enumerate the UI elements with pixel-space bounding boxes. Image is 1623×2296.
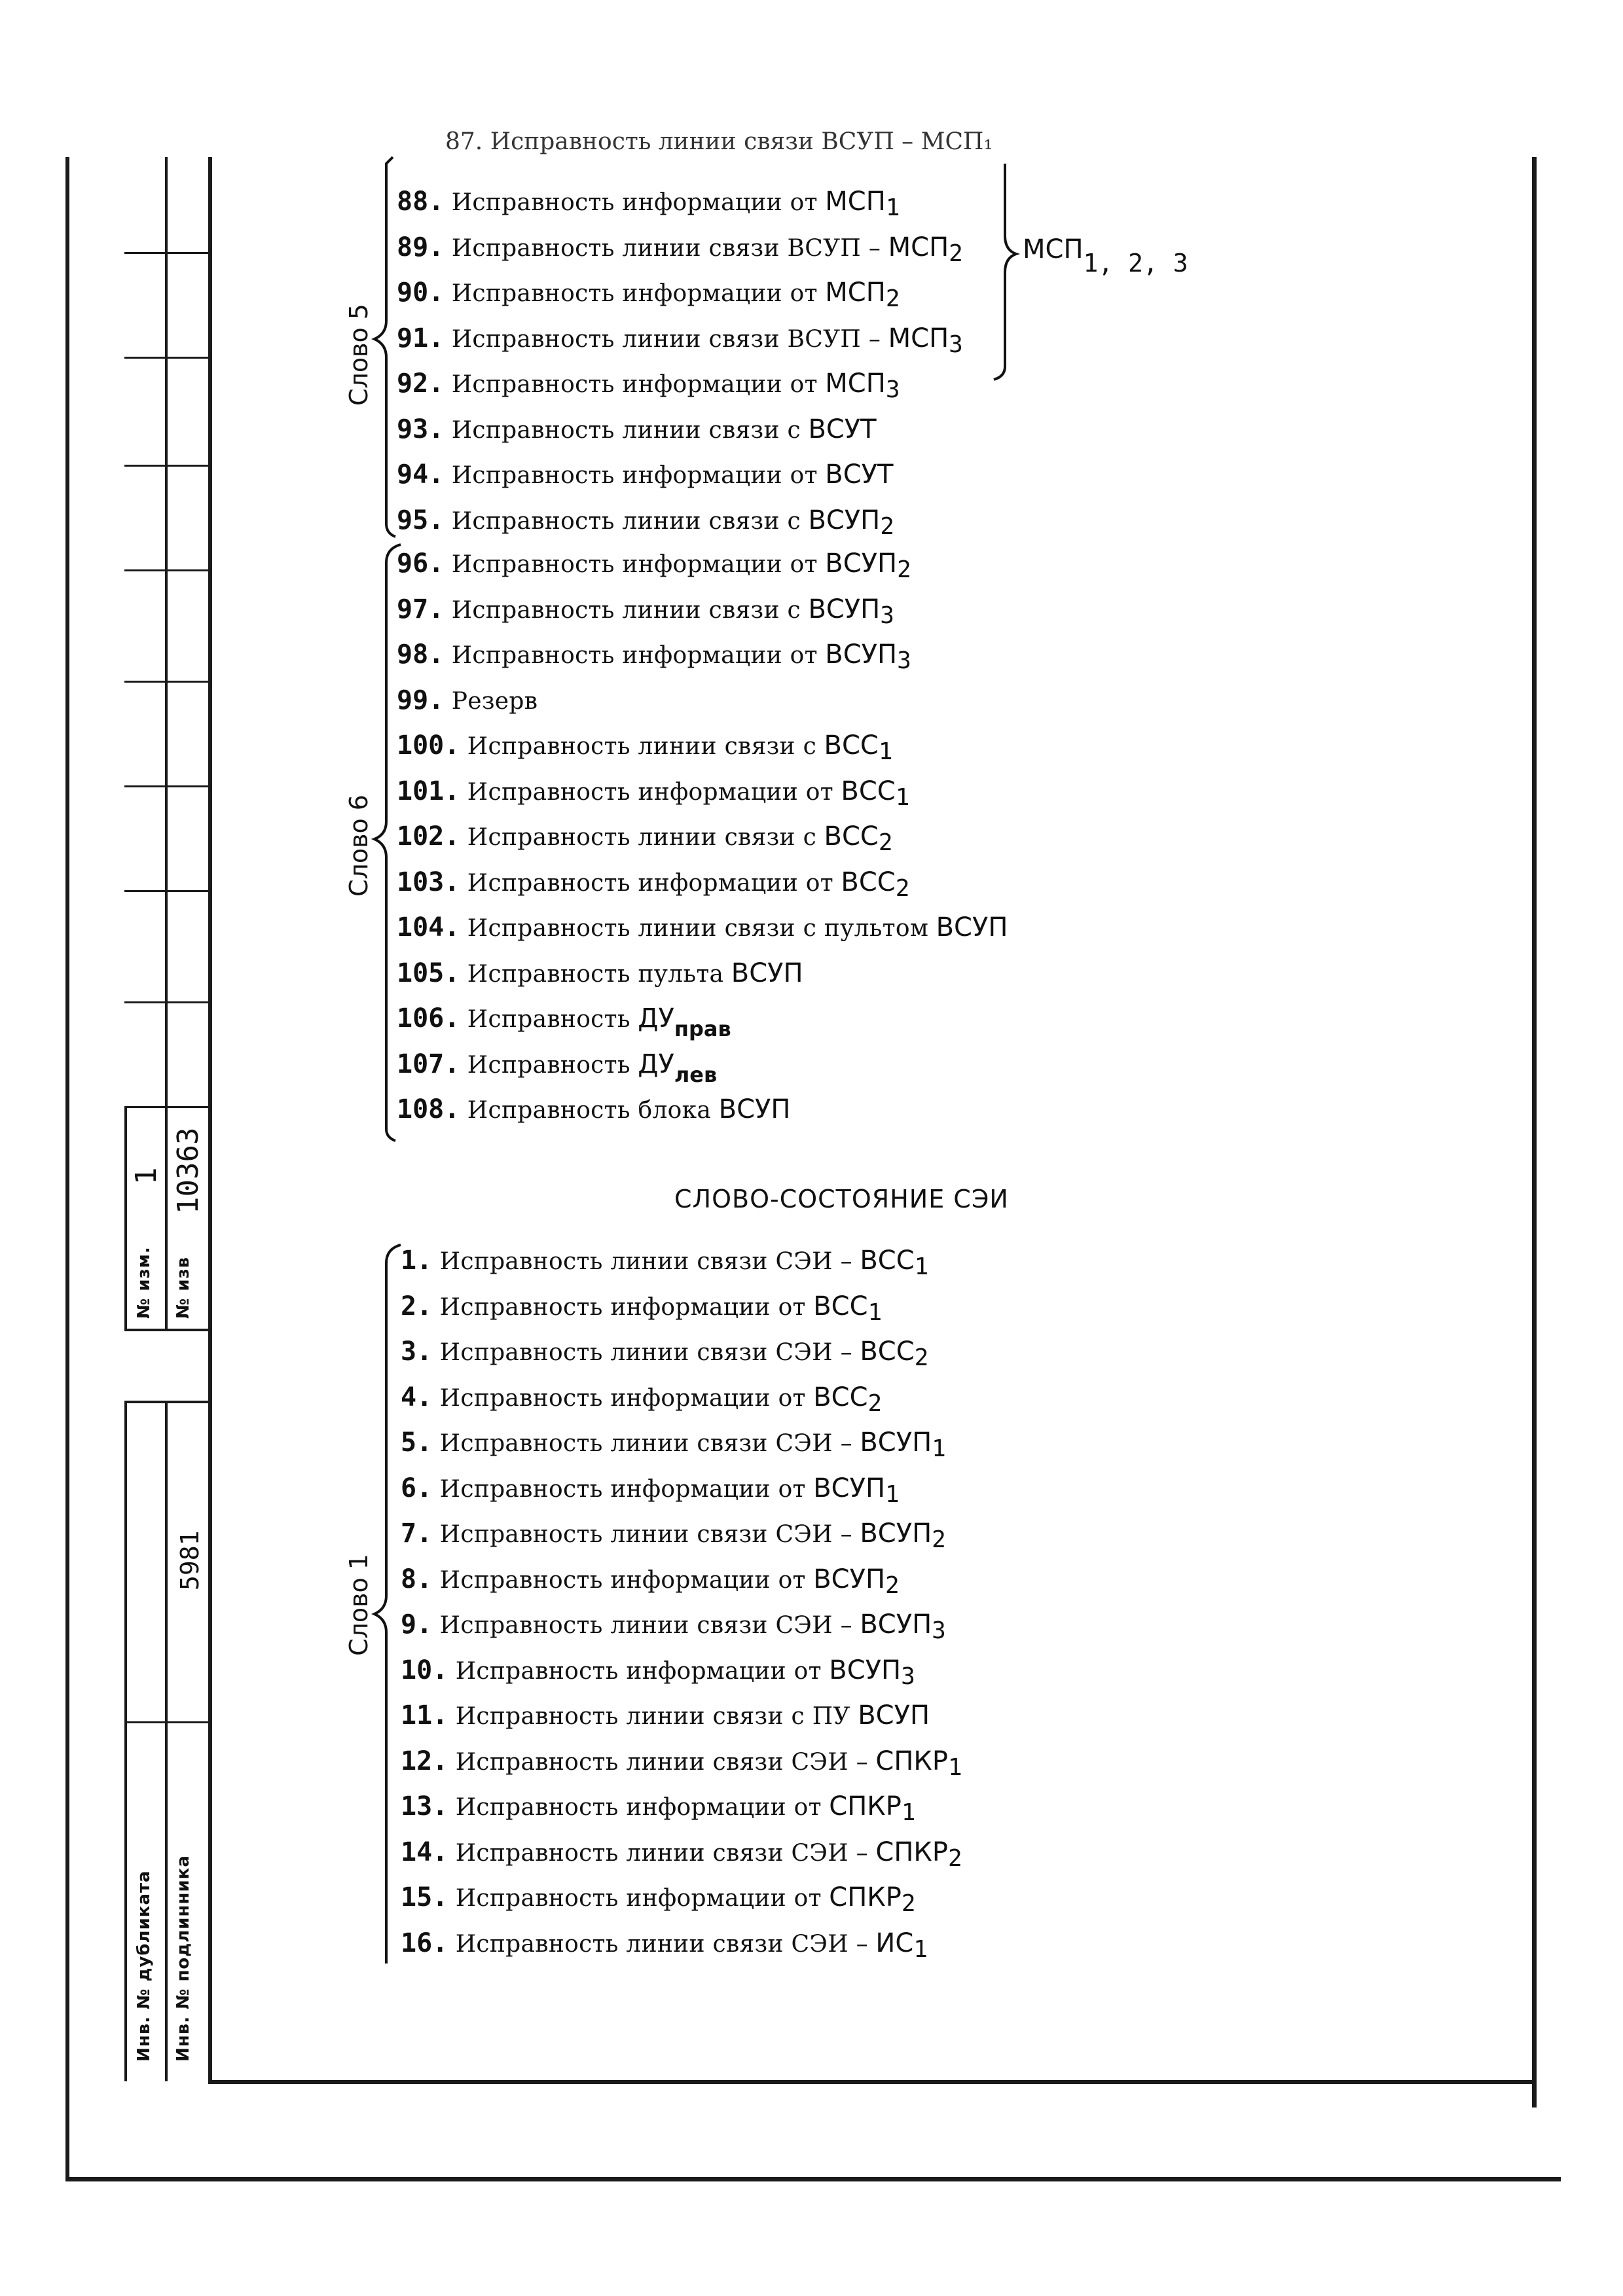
item-code: ВСУП [858, 1700, 930, 1731]
list-item [397, 821, 893, 856]
item-number: 16. [401, 1928, 448, 1958]
stamp-inv-dubl-label: Инв. № дубликата [134, 1870, 154, 2062]
list-item [401, 1336, 929, 1371]
item-number: 6. [401, 1473, 433, 1503]
item-subscript: 2 [914, 1344, 929, 1371]
item-code: ВСУП [718, 1094, 791, 1124]
item-code: ВСС [841, 776, 896, 806]
item-code: ВСС [841, 867, 896, 897]
item-code: ВСС [860, 1336, 915, 1367]
list-item [397, 278, 900, 312]
item-number: 14. [401, 1837, 448, 1867]
item-subscript: 3 [901, 1662, 915, 1690]
item-number: 5. [401, 1427, 433, 1458]
item-subscript: 1 [885, 194, 900, 221]
item-text: Исправность [467, 1006, 630, 1033]
list-item [401, 1564, 900, 1599]
list-item [397, 639, 911, 674]
list-item [401, 1882, 916, 1917]
list-item [401, 1473, 900, 1508]
list-item [397, 685, 538, 715]
item-number: 96. [397, 548, 445, 579]
item-number: 9. [401, 1609, 433, 1640]
item-number: 88. [397, 187, 445, 217]
list-item [401, 1382, 883, 1417]
item-text: Исправность линии связи с [451, 507, 801, 535]
stamp-inv-podl-label: Инв. № подлинника [173, 1855, 193, 2062]
stamp-izm-label: № изм. [134, 1246, 154, 1319]
item-subscript: 2 [932, 1526, 946, 1553]
list-item [397, 867, 910, 902]
item-text: Исправность информации от [451, 189, 818, 216]
item-text: Исправность линии связи СЭИ – [455, 1748, 868, 1776]
item-subscript: прав [674, 1016, 731, 1041]
item-text: Исправность информации от [451, 551, 818, 578]
item-code: ВСУП [808, 505, 881, 535]
list-item [401, 1291, 883, 1326]
item-subscript: 2 [947, 1844, 962, 1872]
item-number: 106. [397, 1003, 460, 1033]
item-subscript: 2 [880, 512, 894, 540]
item-code: ИС [875, 1928, 914, 1958]
item-subscript: 1 [913, 1935, 928, 1963]
item-number: 105. [397, 958, 460, 988]
item-code: ВСУП [860, 1427, 932, 1458]
item-code: МСП [888, 323, 949, 353]
list-item [397, 187, 900, 221]
item-number: 8. [401, 1564, 433, 1594]
item-text: Исправность линии связи СЭИ – [439, 1521, 852, 1548]
msp-group-sub: 1, 2, 3 [1083, 249, 1188, 278]
item-code: МСП [825, 187, 886, 217]
list-item [397, 548, 911, 583]
item-text: Исправность информации от [455, 1657, 822, 1685]
item-text: Исправность линии связи СЭИ – [455, 1839, 868, 1867]
item-number: 98. [397, 639, 445, 670]
item-subscript: 2 [885, 1571, 900, 1599]
item-subscript: 3 [880, 601, 894, 629]
item-number: 101. [397, 776, 460, 806]
item-number: 102. [397, 821, 460, 852]
item-number: 89. [397, 232, 445, 262]
item-number: 108. [397, 1094, 460, 1124]
item-subscript: 2 [895, 874, 910, 902]
stamp-izm-value: 1 [130, 1167, 163, 1185]
item-code: ВСУП [813, 1564, 886, 1594]
list-item [397, 1094, 790, 1124]
item-text: Исправность линии связи с пультом [467, 915, 929, 942]
list-item [397, 1049, 718, 1087]
list-item [401, 1609, 946, 1644]
item-code: ВСУП [825, 639, 898, 670]
item-text: Исправность линии связи СЭИ – [455, 1930, 868, 1958]
item-text: Исправность линии связи СЭИ – [439, 1612, 852, 1639]
list-item [397, 958, 803, 988]
item-text: Исправность линии связи с [467, 824, 817, 851]
list-item [401, 1837, 962, 1872]
list-item [397, 505, 894, 540]
list-item [397, 1003, 731, 1041]
item-code: ВСУП [825, 548, 898, 579]
item-code: ВСУП [860, 1609, 932, 1640]
item-code: СПКР [875, 1746, 948, 1776]
item-text: Исправность информации от [451, 462, 818, 489]
item-text: Исправность информации от [455, 1885, 822, 1912]
item-code: МСП [825, 368, 886, 399]
item-text: Исправность линии связи с [451, 416, 801, 444]
item-text: Исправность блока [467, 1097, 712, 1124]
item-code: МСП [825, 278, 886, 308]
section-title: СЛОВО-СОСТОЯНИЕ СЭИ [674, 1185, 1009, 1213]
item-number: 91. [397, 323, 445, 353]
item-number: 1. [401, 1246, 433, 1276]
list-item [397, 459, 893, 490]
item-code: ВСУП [860, 1518, 932, 1549]
stamp-izv-label: № изв [173, 1256, 193, 1319]
item-number: 15. [401, 1882, 448, 1912]
item-code: ВСС [824, 730, 879, 761]
item-subscript: 2 [885, 285, 900, 312]
item-text: Исправность линии связи СЭИ – [439, 1248, 852, 1275]
item-number: 97. [397, 594, 445, 624]
list-item [401, 1700, 930, 1731]
item-text: Исправность линии связи ВСУП – [451, 234, 881, 262]
item-number: 103. [397, 867, 460, 897]
list-item [401, 1427, 946, 1462]
item-text: Исправность линии связи с ПУ [455, 1703, 850, 1730]
item-text: Исправность линии связи СЭИ – [439, 1339, 852, 1366]
item-code: ВСУП [829, 1655, 902, 1685]
list-item [397, 323, 963, 358]
item-code: СПКР [829, 1791, 902, 1821]
item-subscript: 1 [914, 1253, 929, 1280]
item-code: МСП [888, 232, 949, 262]
item-subscript: 1 [867, 1299, 883, 1326]
item-code: ДУ [638, 1049, 674, 1079]
item-number: 99. [397, 685, 445, 715]
item-number: 92. [397, 368, 445, 399]
item-text: Исправность [467, 1051, 630, 1079]
item-number: 93. [397, 414, 445, 444]
item-subscript: 3 [949, 331, 963, 358]
item-code: ВСУП [936, 912, 1008, 942]
item-subscript: 1 [947, 1753, 962, 1781]
list-item [397, 232, 963, 267]
item-subscript: 2 [897, 556, 911, 583]
list-item [401, 1655, 915, 1690]
item-number: 13. [401, 1791, 448, 1821]
item-subscript: 1 [901, 1799, 916, 1826]
msp-group-code: МСП [1023, 234, 1084, 264]
item-text: Исправность информации от [439, 1475, 806, 1503]
item-text: Исправность информации от [451, 642, 818, 669]
item-number: 94. [397, 459, 445, 490]
list-item [397, 368, 900, 403]
item-text: Резерв [451, 687, 538, 715]
item-subscript: 2 [901, 1890, 916, 1917]
item-number: 4. [401, 1382, 433, 1412]
item-text: Исправность линии связи ВСУП – [451, 325, 881, 353]
item-subscript: 3 [932, 1617, 946, 1644]
item-number: 107. [397, 1049, 460, 1079]
item-text: Исправность информации от [455, 1794, 822, 1821]
item-subscript: 2 [878, 829, 893, 856]
item-number: 3. [401, 1336, 433, 1367]
slovo1-label: Слово 1 [344, 1554, 373, 1656]
item-code: ВСУП [731, 958, 803, 988]
item-text: Исправность линии связи СЭИ – [439, 1430, 852, 1457]
list-item [401, 1518, 946, 1553]
item-code: ДУ [638, 1003, 674, 1033]
item-code: ВСУП [813, 1473, 886, 1503]
item-text: Исправность информации от [439, 1384, 806, 1412]
item-number: 100. [397, 730, 460, 761]
item-subscript: 2 [949, 240, 963, 267]
item-code: ВСУП [808, 594, 881, 624]
item-number: 104. [397, 912, 460, 942]
list-item [401, 1928, 928, 1963]
item-number: 11. [401, 1700, 448, 1731]
list-item [401, 1746, 962, 1781]
item-subscript: 1 [895, 783, 910, 811]
item-text: Исправность информации от [439, 1566, 806, 1594]
item-subscript: 3 [897, 647, 911, 674]
item-text: Исправность информации от [467, 778, 833, 806]
list-item [401, 1791, 916, 1826]
item-subscript: 2 [867, 1390, 883, 1417]
item-text: Исправность информации от [451, 280, 818, 307]
item-number: 95. [397, 505, 445, 535]
item-text: Исправность информации от [467, 869, 833, 897]
stamp-izv-value: 10363 [172, 1127, 205, 1214]
msp-group-label [1023, 234, 1188, 278]
item-text: Исправность линии связи с [451, 596, 801, 624]
item-code: ВСУТ [825, 459, 894, 490]
item-subscript: 1 [885, 1480, 900, 1508]
item-number: 90. [397, 278, 445, 308]
slovo5-label: Слово 5 [344, 304, 373, 406]
item-text: Исправность информации от [439, 1293, 806, 1321]
list-item [397, 414, 877, 444]
item-code: СПКР [829, 1882, 902, 1912]
item-subscript: 1 [878, 738, 893, 765]
list-item [397, 730, 893, 765]
item-subscript: лев [674, 1062, 718, 1087]
item-code: ВСС [824, 821, 879, 852]
item-number: 12. [401, 1746, 448, 1776]
item-number: 7. [401, 1518, 433, 1549]
item-subscript: 1 [932, 1435, 946, 1462]
list-item [397, 594, 894, 629]
list-item [397, 776, 910, 811]
item-text: Исправность информации от [451, 371, 818, 398]
cut-off-line-text: 87. Исправность линии связи ВСУП – МСП₁ [445, 128, 993, 155]
item-text: Исправность линии связи с [467, 733, 817, 760]
item-code: ВСУТ [808, 414, 877, 444]
item-subscript: 3 [885, 376, 900, 403]
list-item [401, 1246, 929, 1280]
item-code: ВСС [813, 1291, 868, 1321]
item-code: ВСС [813, 1382, 868, 1412]
list-item [397, 912, 1008, 942]
item-code: СПКР [875, 1837, 948, 1867]
item-code: ВСС [860, 1246, 915, 1276]
item-text: Исправность пульта [467, 960, 724, 988]
slovo6-label: Слово 6 [344, 795, 373, 897]
item-number: 2. [401, 1291, 433, 1321]
cut-off-line [445, 128, 993, 162]
stamp-inv-podl-value: 5981 [175, 1530, 204, 1590]
item-number: 10. [401, 1655, 448, 1685]
